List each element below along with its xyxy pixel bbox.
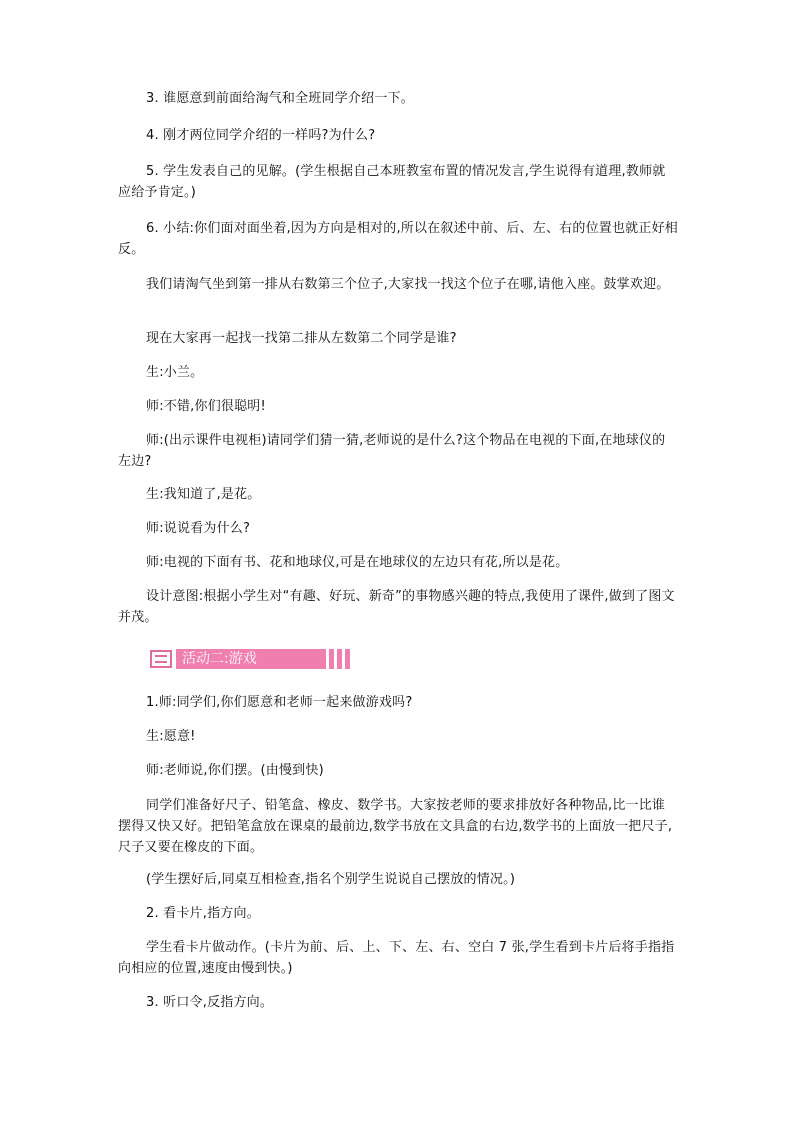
paragraph-step-6-summary: 6. 小结:你们面对面坐着,因为方向是相对的,所以在叙述中前、后、左、右的位置也就正好相反。 (118, 221, 678, 257)
paragraph-game-intro: 1.师:同学们,你们愿意和老师一起来做游戏吗? (146, 695, 413, 710)
paragraph-step-3: 3. 谁愿意到前面给淘气和全班同学介绍一下。 (146, 91, 414, 106)
paragraph-card-actions: 学生看卡片做动作。(卡片为前、后、上、下、左、右、空白 7 张,学生看到卡片后将手指指向相应的位置,速度由慢到快。) (118, 940, 675, 976)
paragraph-peer-check: (学生摆好后,同桌互相检查,指名个别学生说说自己摆放的情况。) (146, 872, 516, 887)
section-title: 活动二:游戏 (176, 649, 326, 669)
section-box-icon (150, 650, 172, 668)
paragraph-student-answer-flower: 生:我知道了,是花。 (146, 487, 261, 502)
paragraph-arrange-items: 同学们准备好尺子、铅笔盒、橡皮、数学书。大家按老师的要求排放好各种物品,比一比谁摆得又快又好。把铅笔盒放在课桌的最前边,数学书放在文具盒的右边,数学书的上面放一把尺子,尺子又要在橡皮的下面。 (118, 798, 673, 855)
paragraph-teacher-ask-why: 师:说说看为什么? (146, 521, 251, 536)
paragraph-teacher-says: 师:老师说,你们摆。(由慢到快) (146, 763, 324, 778)
paragraph-student-answer-xiaolan: 生:小兰。 (146, 365, 204, 380)
paragraph-teacher-riddle: 师:(出示课件电视柜)请同学们猜一猜,老师说的是什么?这个物品在电视的下面,在地球仪的左边? (118, 433, 666, 469)
paragraph-step-5: 5. 学生发表自己的见解。(学生根据自己本班教室布置的情况发言,学生说得有道理,教师就应给予肯定。) (118, 164, 666, 200)
paragraph-step-2-cards: 2. 看卡片,指方向。 (146, 906, 260, 921)
paragraph-teacher-explain: 师:电视的下面有书、花和地球仪,可是在地球仪的左边只有花,所以是花。 (146, 555, 569, 570)
paragraph-step-3-commands: 3. 听口令,反指方向。 (146, 995, 274, 1010)
paragraph-taoqi-seat: 我们请淘气坐到第一排从右数第三个位子,大家找一找这个位子在哪,请他入座。鼓掌欢迎。 (146, 277, 670, 292)
paragraph-step-4: 4. 刚才两位同学介绍的一样吗?为什么? (146, 128, 376, 143)
paragraph-teacher-praise: 师:不错,你们很聪明! (146, 399, 266, 414)
section-banner-activity-2 (150, 648, 372, 670)
paragraph-find-classmate: 现在大家再一起找一找第二排从左数第二个同学是谁? (146, 331, 457, 346)
paragraph-design-intent: 设计意图:根据小学生对“有趣、好玩、新奇”的事物感兴趣的特点,我使用了课件,做到了图文并茂。 (118, 589, 675, 625)
paragraph-student-willing: 生:愿意! (146, 729, 196, 744)
section-stripes-decoration (329, 649, 353, 669)
